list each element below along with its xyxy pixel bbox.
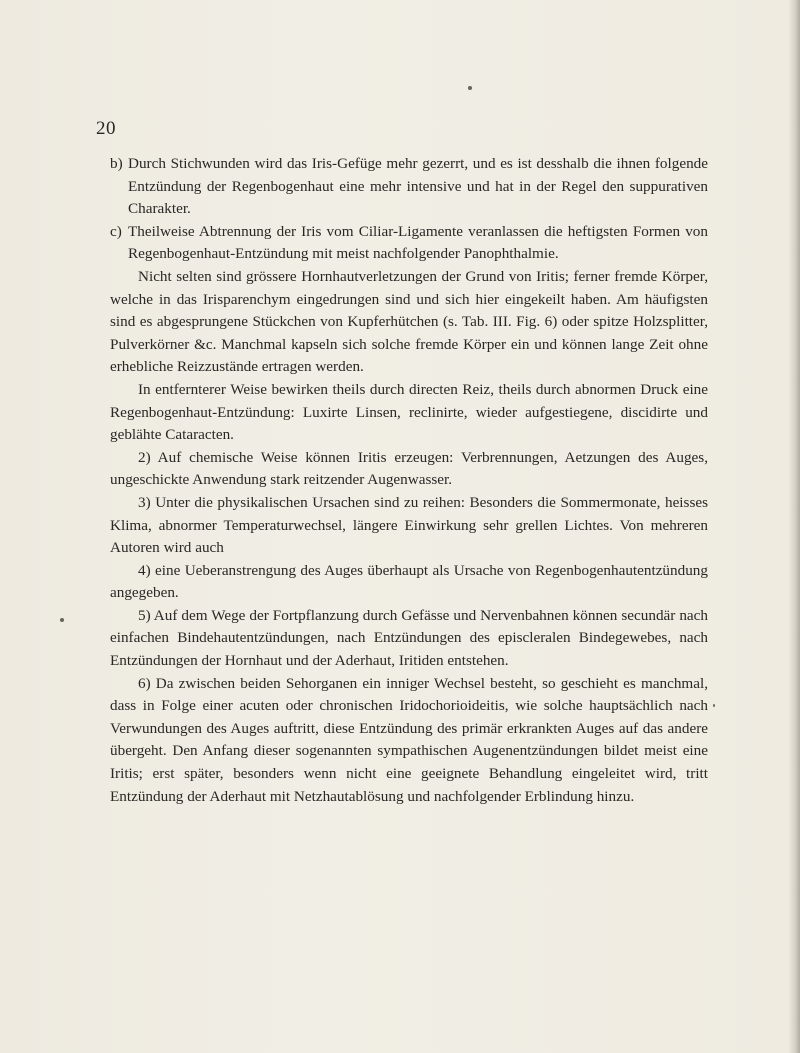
paragraph: 6) Da zwischen beiden Sehorganen ein inniger Wechsel besteht, so geschieht es manchmal, dass in Folge einer acuten oder chronischen Iridochorioideitis, wie solche hauptsächlich nach Verwundungen des Auges auftritt, diese Entzündung des primär erkrankten Auges auf das andere übergeht. Den Anfang dieser sogenannten sympathischen Augenentzündungen bildet meist eine Iritis; erst später, besonders wenn nicht eine geeignete Behandlung eingeleitet wird, tritt Entzündung der Aderhaut mit Netzhautablösung und nachfolgender Erblindung hinzu. [110, 674, 708, 805]
list-marker: c) [110, 222, 122, 240]
list-item-text: Durch Stichwunden wird das Iris-Gefüge mehr gezerrt, und es ist desshalb die ihnen folgende Entzündung der Regenbogenhaut eine mehr intensive und hat in der Regel den suppurativen Charakter. [128, 155, 708, 218]
list-item [110, 221, 708, 266]
body-text [110, 153, 708, 808]
page-number: 20 [96, 118, 116, 139]
paragraph: 4) eine Ueberanstrengung des Auges überhaupt als Ursache von Regenbogenhautentzündung angegeben. [110, 561, 708, 602]
list-marker: b) [110, 155, 123, 172]
paragraph: 3) Unter die physikalischen Ursachen sind zu reihen: Besonders die Sommermonate, heisses Klima, abnormer Temperaturwechsel, längere Einwirkung sehr grellen Lichtes. Von mehreren Autoren wird auch [110, 493, 708, 557]
page-edge-shadow [788, 0, 800, 1053]
paper-speck [468, 86, 472, 90]
paper-speck [60, 618, 64, 622]
list-item-text: Theilweise Abtrennung der Iris vom Ciliar-Ligamente veranlassen die heftigsten Formen von Regenbogenhaut-Entzündung mit meist nachfolgender Panophthalmie. [128, 222, 708, 263]
paragraph: 2) Auf chemische Weise können Iritis erzeugen: Verbrennungen, Aetzungen des Auges, ungeschickte Anwendung stark reitzender Augenwasser. [110, 448, 708, 489]
paragraph: In entfernterer Weise bewirken theils durch directen Reiz, theils durch abnormen Druck eine Regenbogenhaut-Entzündung: Luxirte Linsen, reclinirte, wieder aufgestiegene, discidirte und geblähte Cataracten. [110, 380, 708, 444]
paragraph: Nicht selten sind grössere Hornhautverletzungen der Grund von Iritis; ferner fremde Körper, welche in das Irisparenchym eingedrungen sind und sich hier eingekeilt haben. Am häufigsten sind es abgesprungene Stückchen von Kupferhütchen (s. Tab. III. Fig. 6) oder spitze Holzsplitter, Pulverkörner &c. Manchmal kapseln sich solche fremde Körper ein und können lange Zeit ohne erhebliche Reizzustände ertragen werden. [110, 267, 708, 376]
list-item [110, 153, 708, 221]
paper-speck [713, 704, 715, 707]
paragraph: 5) Auf dem Wege der Fortpflanzung durch Gefässe und Nervenbahnen können secundär nach einfachen Bindehautentzündungen, nach Entzündungen des episcleralen Bindegewebes, nach Entzündungen der Hornhaut und der Aderhaut, Iritiden entstehen. [110, 606, 708, 670]
